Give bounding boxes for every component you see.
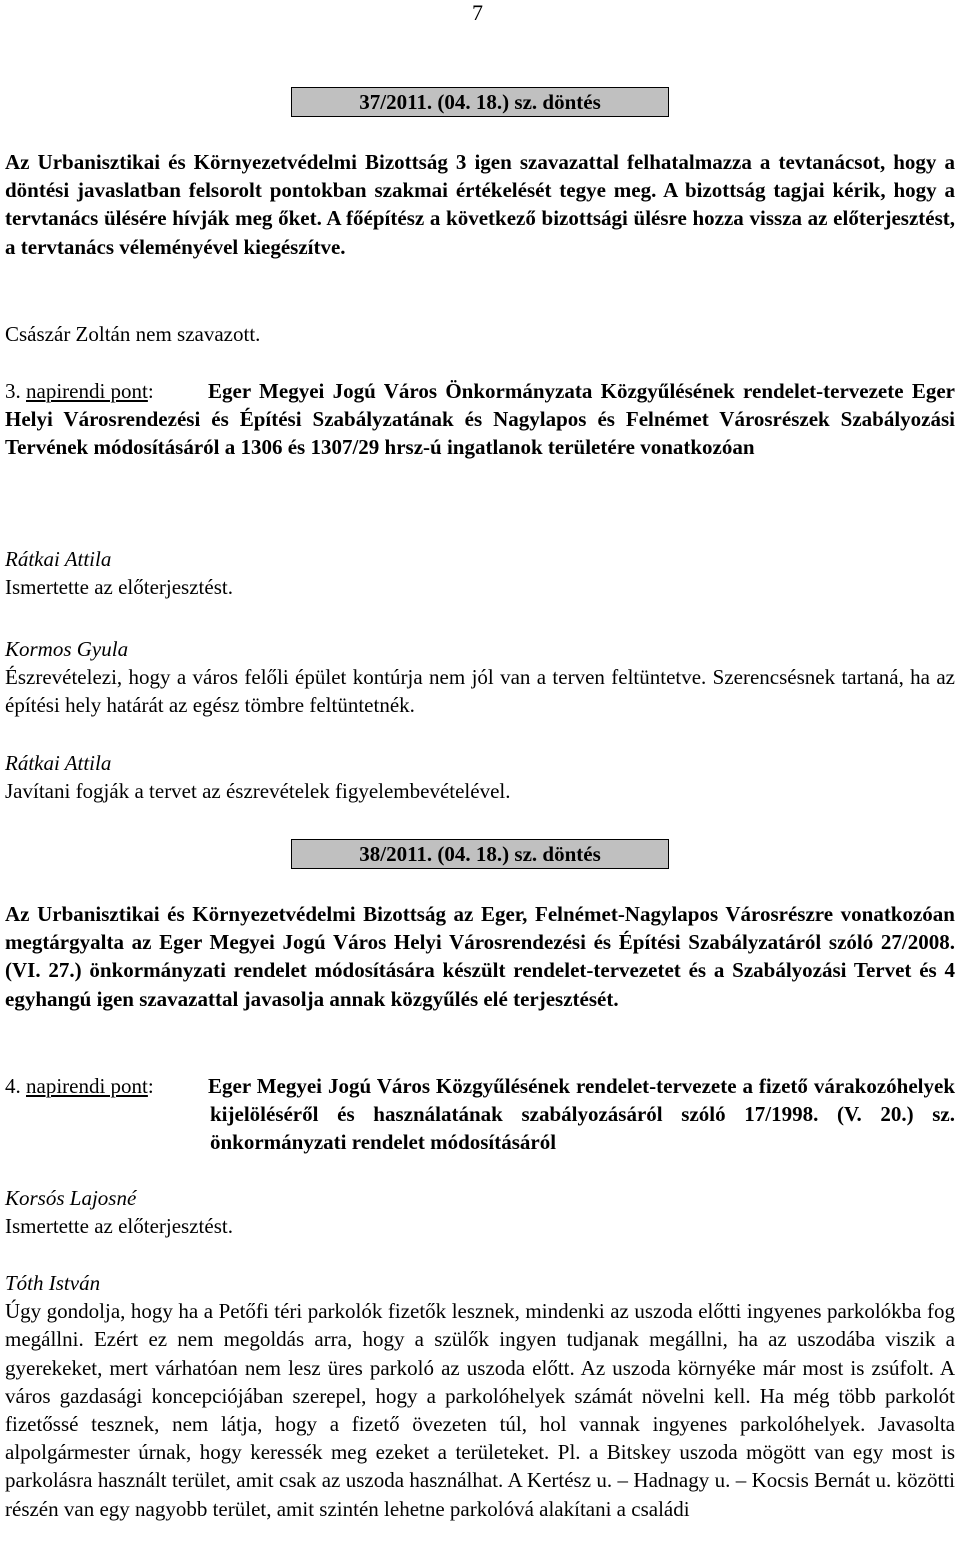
agenda-colon-4: : <box>147 1074 154 1098</box>
speaker-statement: Javítani fogják a tervet az észrevételek figyelembevételével. <box>5 779 511 804</box>
note-not-voted: Császár Zoltán nem szavazott. <box>5 322 261 346</box>
decision-title-37: 37/2011. (04. 18.) sz. döntés <box>291 87 669 117</box>
agenda-label-4 <box>5 1072 154 1100</box>
agenda-title-4: Eger Megyei Jogú Város Közgyűlésének rendelet-tervezete a fizető várakozóhelyek kijelöléséről és használatának szabályozásáról szóló 17/1998. (V. 20.) sz. önkormányzati rendelet módosításáról <box>208 1074 955 1155</box>
discussion-entry <box>5 1184 955 1240</box>
decision-text-37: Az Urbanisztikai és Környezetvédelmi Bizottság 3 igen szavazattal felhatalmazza a tevtanácsot, hogy a döntési javaslatban felsorolt pontokban szakmai értékelését tegye meg. A bizottság tagjai kérik, hogy a tervtanács ülésére hívják meg őket. A főépítész a következő bizottsági ülésre hozza vissza az előterjesztést, a tervtanács véleményével kiegészítve. <box>5 150 955 259</box>
speaker-name: Korsós Lajosné <box>5 1186 137 1210</box>
speaker-name: Tóth István <box>5 1271 101 1295</box>
decision-title-38: 38/2011. (04. 18.) sz. döntés <box>291 839 669 869</box>
speaker-statement: Ismertette az előterjesztést. <box>5 1214 233 1239</box>
discussion-entry <box>5 545 955 601</box>
speaker-statement: Észrevételezi, hogy a város felőli épület kontúrja nem jól van a terven feltüntetve. Szerencsésnek tartaná, ha az építési hely határát az egész tömbre feltüntetnék. <box>5 665 955 718</box>
discussion-entry <box>5 1269 955 1523</box>
agenda-label-3 <box>5 377 154 405</box>
speaker-statement: Úgy gondolja, hogy ha a Petőfi téri parkolók fizetők lesznek, mindenki az uszoda előtti ingyenes parkolókba fog megállni. Ezért ez nem megoldás arra, hogy a szülők ingyen tudjanak megállni, ha az uszodába viszik a gyerekeket, mert várhatóan nem lesz üres parkoló az uszoda előtt. Az uszoda környéke már most is zsúfolt. A város gazdasági koncepciójában szerepel, hogy a parkolóhelyek számát növelni kell. Ha még több parkolót fizetőssé tesznek, nem látja, hogy a fizető övezeten túl, hol vannak ingyenes parkolóhelyek. Javasolta alpolgármester úrnak, hogy keressék meg ezeket a területeket. Pl. a Bitskey uszoda mögött van egy most is parkolásra használt terület, amit csak az uszoda használhat. A Kertész u. – Hadnagy u. – Kocsis Bernát u. közötti részén van egy nagyobb terület, amit szintén lehetne parkolóvá alakítani a családi <box>5 1299 955 1521</box>
speaker-name: Rátkai Attila <box>5 751 112 775</box>
speaker-name: Kormos Gyula <box>5 637 129 661</box>
page-number: 7 <box>472 0 483 25</box>
discussion-entry <box>5 749 955 805</box>
speaker-name: Rátkai Attila <box>5 547 112 571</box>
agenda-item-3 <box>5 377 955 462</box>
discussion-entry <box>5 635 955 720</box>
speaker-statement: Ismertette az előterjesztést. <box>5 575 233 600</box>
agenda-item-4 <box>5 1072 955 1157</box>
agenda-number-4: 4. <box>5 1074 21 1098</box>
agenda-title-3: Eger Megyei Jogú Város Önkormányzata Közgyűlésének rendelet-tervezete Eger Helyi Városrendezési és Építési Szabályzatának és Nagylapos és Felnémet Városrészek Szabályozási Tervének módosításáról a 1306 és 1307/29 hrsz-ú ingatlanok területére vonatkozóan <box>5 379 955 460</box>
agenda-number-3: 3. <box>5 379 21 403</box>
agenda-colon-3: : <box>147 379 154 403</box>
agenda-label-text-4: napirendi pont <box>26 1074 148 1098</box>
decision-text-38: Az Urbanisztikai és Környezetvédelmi Bizottság az Eger, Felnémet-Nagylapos Városrészre vonatkozóan megtárgyalta az Eger Megyei Jogú Város Helyi Városrendezési és Építési Szabályzatáról szóló 27/2008. (VI. 27.) önkormányzati rendelet módosítására készült rendelet-tervezetet és a Szabályozási Tervet és 4 egyhangú igen szavazattal javasolja annak közgyűlés elé terjesztését. <box>5 902 955 1011</box>
agenda-label-text-3: napirendi pont <box>26 379 148 403</box>
